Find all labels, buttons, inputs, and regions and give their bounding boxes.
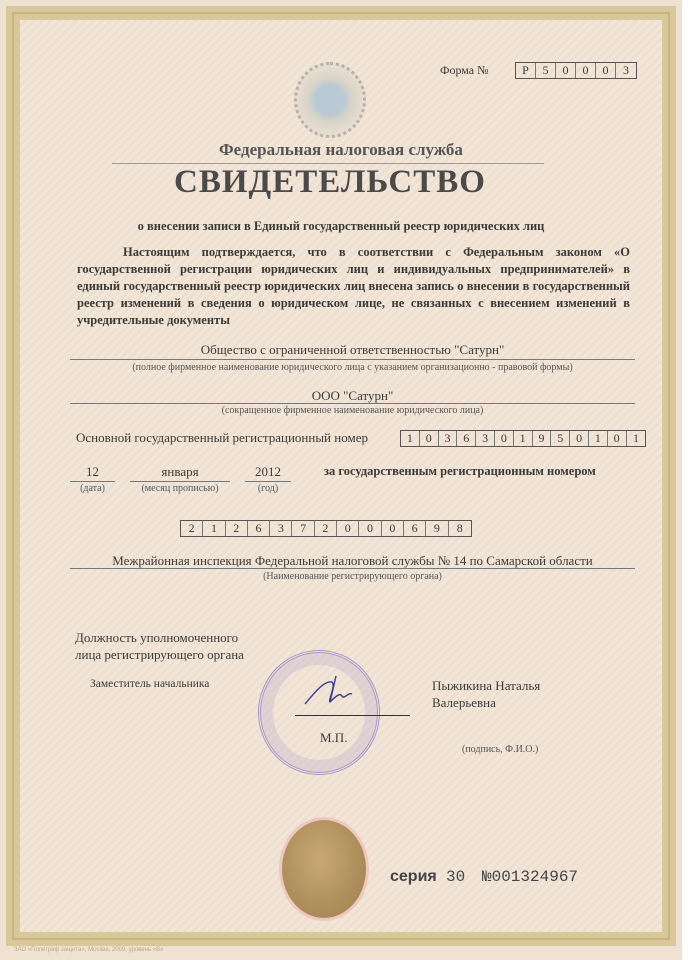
digit-cell: 2 <box>181 521 203 536</box>
authority-caption: (Наименование регистрирующего органа) <box>263 571 442 582</box>
series-label: серия <box>390 868 437 885</box>
official-position: Заместитель начальника <box>90 678 210 690</box>
serial-number: №001324967 <box>482 868 579 886</box>
position-label-1: Должность уполномоченного <box>75 630 239 645</box>
grn-label: за государственным регистрационным номером <box>324 464 596 478</box>
handwritten-signature <box>300 672 370 712</box>
document-subtitle: о внесении записи в Единый государственный реестр юридических лиц <box>137 219 545 233</box>
printer-footer: ЗАО «Полиграф защита», Москва, 2009, уровень «В» <box>14 947 164 953</box>
underline <box>70 481 115 482</box>
hologram-emblem <box>294 62 366 138</box>
series-value: 30 <box>446 868 466 886</box>
digit-cell: 9 <box>426 521 448 536</box>
official-name-2: Валерьевна <box>432 695 496 710</box>
date-year: 2012 <box>255 464 281 479</box>
digit-cell: 6 <box>248 521 270 536</box>
underline <box>70 568 635 569</box>
digit-cell: 0 <box>576 63 596 78</box>
position-label-2: лица регистрирующего органа <box>75 647 244 662</box>
digit-cell: 8 <box>456 521 463 535</box>
digit-cell: 1 <box>632 431 639 445</box>
month-caption: (месяц прописью) <box>141 483 219 494</box>
digit-cell: 0 <box>420 431 439 446</box>
digit-cell: 3 <box>439 431 458 446</box>
short-name-caption: (сокращенное фирменное наименование юридического лица) <box>221 405 484 416</box>
digit-cell: Р <box>516 63 536 78</box>
official-stamp <box>258 650 380 775</box>
digit-cell: 0 <box>570 431 589 446</box>
stamp-place-label: М.П. <box>320 730 348 745</box>
underline <box>70 359 635 360</box>
short-company-name: ООО "Сатурн" <box>311 388 394 403</box>
digit-cell: 5 <box>551 431 570 446</box>
gold-seal <box>282 820 366 918</box>
form-number-boxes <box>515 62 637 79</box>
digit-cell: 3 <box>476 431 495 446</box>
official-name-1: Пыжикина Наталья <box>432 678 541 693</box>
digit-cell: 1 <box>401 431 420 446</box>
signature-line <box>295 715 410 716</box>
agency-name: Федеральная налоговая служба <box>219 140 463 159</box>
underline <box>70 403 635 404</box>
digit-cell: 1 <box>203 521 225 536</box>
ogrn-boxes <box>400 430 646 447</box>
grn-boxes <box>180 520 472 537</box>
digit-cell: 0 <box>359 521 381 536</box>
signature-caption: (подпись, Ф.И.О.) <box>462 744 539 755</box>
ogrn-label: Основной государственный регистрационный номер <box>76 430 368 445</box>
document-title: СВИДЕТЕЛЬСТВО <box>174 164 486 200</box>
digit-cell: 9 <box>533 431 552 446</box>
digit-cell: 0 <box>382 521 404 536</box>
digit-cell: 5 <box>536 63 556 78</box>
digit-cell: 0 <box>556 63 576 78</box>
digit-cell: 1 <box>589 431 608 446</box>
full-company-name: Общество с ограниченной ответственностью "Сатурн" <box>200 342 505 357</box>
registering-authority: Межрайонная инспекция Федеральной налоговой службы № 14 по Самарской области <box>112 553 593 568</box>
digit-cell: 2 <box>315 521 337 536</box>
underline <box>130 481 230 482</box>
certification-paragraph: Настоящим подтверждается, что в соответствии с Федеральным законом «О государственной регистрации юридических лиц и индивидуальных предпринимателей» в единый государственный реестр юридических лиц внесена запись о внесении в государственный реестр изменений в сведения о юридическом лице, не связанных с внесением изменений в учредительные документы <box>77 245 630 327</box>
digit-cell: 0 <box>337 521 359 536</box>
digit-cell: 6 <box>404 521 426 536</box>
digit-cell: 3 <box>270 521 292 536</box>
digit-cell: 0 <box>495 431 514 446</box>
date-month: января <box>161 464 199 479</box>
date-day: 12 <box>86 464 99 479</box>
digit-cell: 0 <box>608 431 627 446</box>
digit-cell: 0 <box>596 63 616 78</box>
digit-cell: 3 <box>623 63 629 77</box>
day-caption: (дата) <box>80 483 105 494</box>
digit-cell: 1 <box>514 431 533 446</box>
digit-cell: 2 <box>226 521 248 536</box>
full-name-caption: (полное фирменное наименование юридического лица с указанием организационно - правовой формы) <box>132 362 573 373</box>
digit-cell: 6 <box>457 431 476 446</box>
form-label: Форма № <box>440 63 489 77</box>
year-caption: (год) <box>257 483 279 494</box>
underline <box>245 481 291 482</box>
digit-cell: 7 <box>292 521 314 536</box>
